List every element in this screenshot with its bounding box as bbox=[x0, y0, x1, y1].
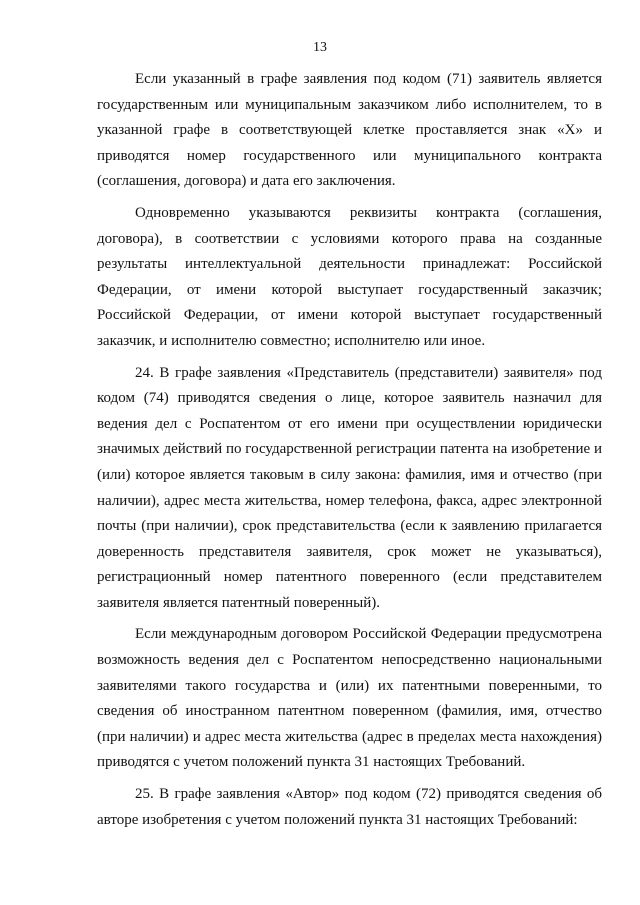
paragraph-contract-details: Одновременно указываются реквизиты контракта (соглашения, договора), в соответствии с условиями которого права на созданные результаты интеллектуальной деятельности принадлежат: Российской Федерации, от имени которой выступает государственный заказчик; Российской Федерации, от имени которой выступает государственный заказчик, и исполнителю совместно; исполнителю или иное. bbox=[97, 204, 602, 349]
page-number: 13 bbox=[313, 40, 327, 55]
document-body bbox=[97, 67, 602, 833]
paragraph-author: 25. В графе заявления «Автор» под кодом (72) приводятся сведения об авторе изобретения с учетом положений пункта 31 настоящих Требований: bbox=[97, 786, 602, 828]
paragraph-foreign-attorney: Если международным договором Российской Федерации предусмотрена возможность ведения дел с Роспатентом непосредственно национальными заявителями такого государства и (или) их патентными поверенными, то сведения об иностранном патентном поверенном (фамилия, имя, отчество (при наличии) и адрес места жительства (адрес в пределах места нахождения) приводятся с учетом положений пункта 31 настоящих Требований. bbox=[97, 626, 602, 771]
paragraph-contract-party: Если указанный в графе заявления под кодом (71) заявитель является государственным или муниципальным заказчиком либо исполнителем, то в указанной графе в соответствующей клетке проставляется знак «Х» и приводятся номер государственного или муниципального контракта (соглашения, договора) и дата его заключения. bbox=[97, 71, 602, 190]
paragraph-representative: 24. В графе заявления «Представитель (представители) заявителя» под кодом (74) приводятся сведения о лице, которое заявитель назначил для ведения дел с Роспатентом от его имени при осуществлении юридически значимых действий по государственной регистрации патента на изобретение и (или) которое является таковым в силу закона: фамилия, имя и отчество (при наличии), адрес места жительства, номер телефона, факса, адрес электронной почты (при наличии), срок представительства (если к заявлению прилагается доверенность представителя заявителя, срок может не указываться), регистрационный номер патентного поверенного (если представителем заявителя является патентный поверенный). bbox=[97, 364, 602, 611]
